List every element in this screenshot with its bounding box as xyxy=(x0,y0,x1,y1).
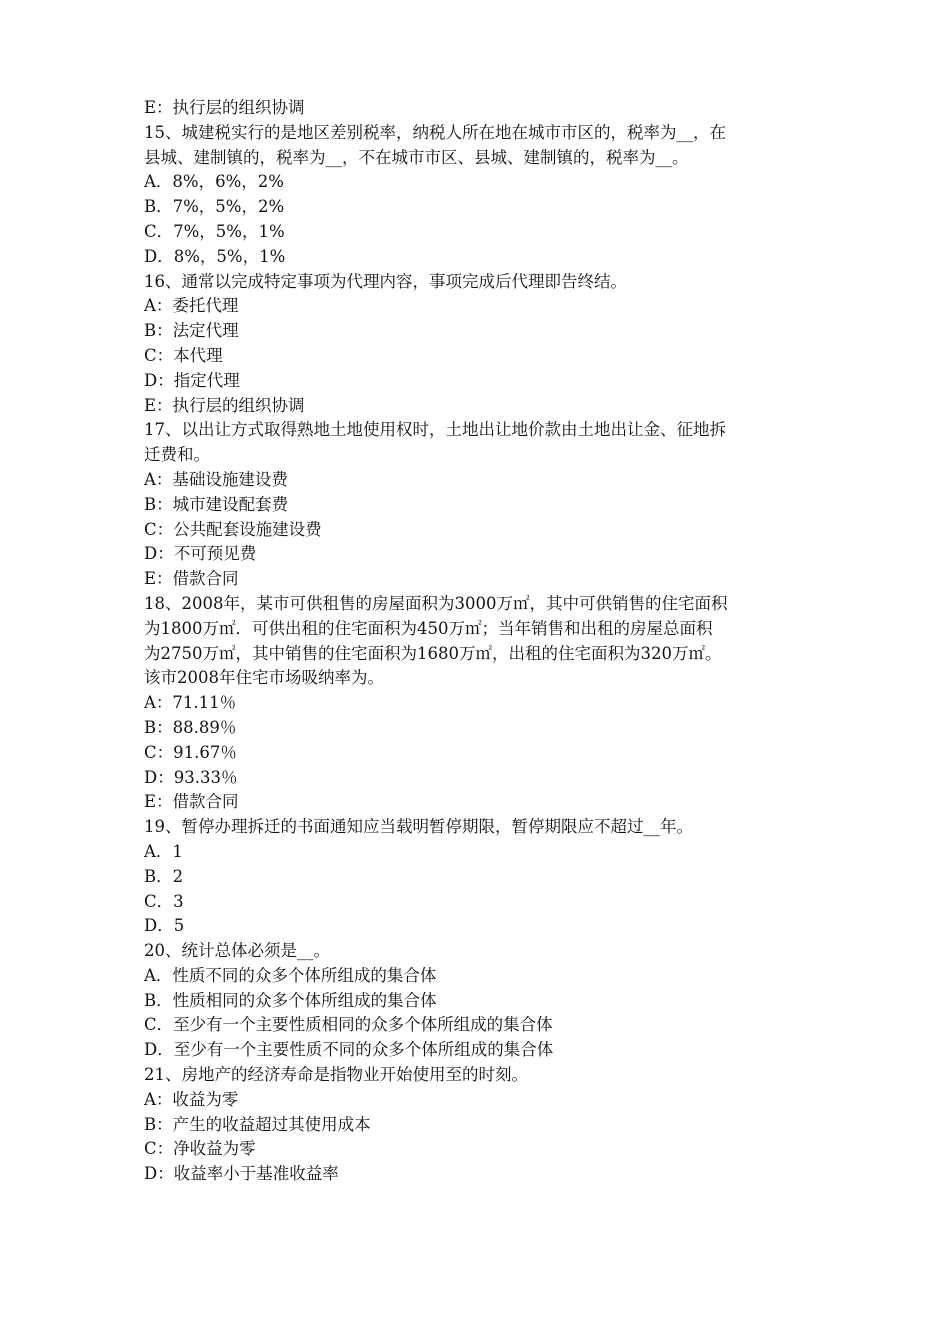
question-15-text: 15、城建税实行的是地区差别税率，纳税人所在地在城市市区的，税率为__，在 xyxy=(144,122,726,142)
question-17-text: 迁费和。 xyxy=(144,445,210,465)
option-line: D：指定代理 xyxy=(144,370,240,390)
option-line: E：执行层的组织协调 xyxy=(144,395,305,415)
option-line: B．2 xyxy=(144,866,184,886)
option-line: B：88.89％ xyxy=(144,717,237,737)
option-line: D：不可预见费 xyxy=(144,544,257,564)
option-line: A．8%，6%，2% xyxy=(144,172,284,192)
question-18-text: 18、2008年，某市可供租售的房屋面积为3000万㎡，其中可供销售的住宅面积 xyxy=(144,593,728,613)
option-line: C：91.67％ xyxy=(144,742,237,762)
option-line: A．1 xyxy=(144,841,183,861)
option-line: B．性质相同的众多个体所组成的集合体 xyxy=(144,990,437,1010)
question-18-text: 为1800万㎡．可供出租的住宅面积为450万㎡；当年销售和出租的房屋总面积 xyxy=(144,618,713,638)
question-18-text: 该市2008年住宅市场吸纳率为。 xyxy=(144,668,384,688)
option-line: D：93.33％ xyxy=(144,767,238,787)
document-page xyxy=(144,96,814,1187)
option-line: A：委托代理 xyxy=(144,296,239,316)
option-line: A：71.11％ xyxy=(144,693,237,713)
text-line: E：执行层的组织协调 xyxy=(144,98,305,117)
question-19-text: 19、暂停办理拆迁的书面通知应当载明暂停期限，暂停期限应不超过__年。 xyxy=(144,817,693,837)
question-17-text: 17、以出让方式取得熟地土地使用权时，土地出让地价款由土地出让金、征地拆 xyxy=(144,420,726,440)
question-20-text: 20、统计总体必须是__。 xyxy=(144,941,330,961)
option-line: C：公共配套设施建设费 xyxy=(144,519,322,539)
question-16-text: 16、通常以完成特定事项为代理内容，事项完成后代理即告终结。 xyxy=(144,271,627,291)
option-line: B．7%，5%，2% xyxy=(144,197,285,217)
option-line: E：借款合同 xyxy=(144,792,239,812)
option-line: B：产生的收益超过其使用成本 xyxy=(144,1114,371,1134)
option-line: C：本代理 xyxy=(144,345,223,365)
option-line: D．至少有一个主要性质不同的众多个体所组成的集合体 xyxy=(144,1040,554,1060)
question-18-text: 为2750万㎡，其中销售的住宅面积为1680万㎡，出租的住宅面积为320万㎡。 xyxy=(144,643,722,663)
option-line: C．至少有一个主要性质相同的众多个体所组成的集合体 xyxy=(144,1015,553,1035)
option-line: A：基础设施建设费 xyxy=(144,469,288,489)
option-line: A．性质不同的众多个体所组成的集合体 xyxy=(144,965,437,985)
option-line: B：法定代理 xyxy=(144,321,239,341)
option-line: D：收益率小于基准收益率 xyxy=(144,1164,339,1184)
option-line: C．3 xyxy=(144,891,184,911)
question-21-text: 21、房地产的经济寿命是指物业开始使用至的时刻。 xyxy=(144,1065,528,1085)
question-15-text: 县城、建制镇的，税率为__，不在城市市区、县城、建制镇的，税率为__。 xyxy=(144,147,689,167)
option-line: E：借款合同 xyxy=(144,569,239,589)
option-line: C：净收益为零 xyxy=(144,1139,256,1159)
option-line: B：城市建设配套费 xyxy=(144,494,289,514)
option-line: C．7%，5%，1% xyxy=(144,221,285,241)
option-line: A：收益为零 xyxy=(144,1089,239,1109)
option-line: D．5 xyxy=(144,916,185,936)
option-line: D．8%，5%，1% xyxy=(144,246,286,266)
